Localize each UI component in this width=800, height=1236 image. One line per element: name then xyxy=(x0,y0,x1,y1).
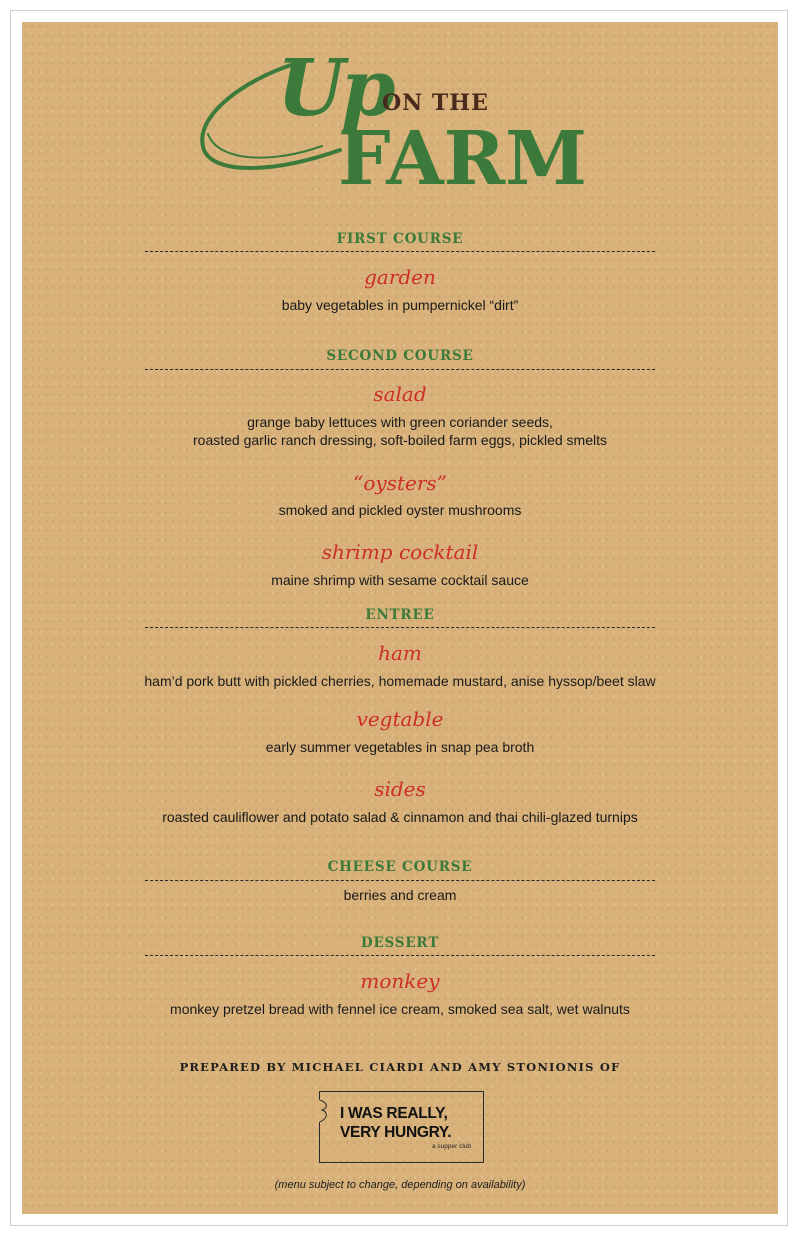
dish-name-ham: ham xyxy=(378,641,422,665)
dish-description-salad-line-1: grange baby lettuces with green coriander seeds, xyxy=(247,414,553,430)
dish-name-oysters: “oysters” xyxy=(353,471,447,495)
section-divider xyxy=(145,251,655,252)
section-divider xyxy=(145,880,655,881)
dish-description-salad-line-2: roasted garlic ranch dressing, soft-boiled farm eggs, pickled smelts xyxy=(193,432,607,448)
dish-description-garden: baby vegetables in pumpernickel “dirt” xyxy=(281,297,519,313)
supper-club-logo xyxy=(319,1091,484,1163)
dish-description-shrimp-cocktail: maine shrimp with sesame cocktail sauce xyxy=(271,572,529,588)
section-divider xyxy=(145,955,655,956)
dish-description-oysters: smoked and pickled oyster mushrooms xyxy=(278,502,522,518)
dish-name-sides: sides xyxy=(374,777,426,801)
bite-mark-icon xyxy=(314,1100,328,1122)
logo-farm: FARM xyxy=(338,116,588,202)
club-name-line-2: VERY HUNGRY. xyxy=(340,1124,452,1141)
section-title-first-course: FIRST COURSE xyxy=(336,231,464,247)
section-divider xyxy=(145,627,655,628)
dish-description-ham: ham’d pork butt with pickled cherries, homemade mustard, anise hyssop/beet slaw xyxy=(144,673,656,689)
logo xyxy=(22,22,778,222)
dish-description-monkey: monkey pretzel bread with fennel ice cream, smoked sea salt, wet walnuts xyxy=(170,1001,630,1017)
section-title-second-course: SECOND COURSE xyxy=(326,348,474,364)
dish-description-sides: roasted cauliflower and potato salad & cinnamon and thai chili-glazed turnips xyxy=(162,809,638,825)
dish-name-salad: salad xyxy=(373,382,427,406)
dish-name-monkey: monkey xyxy=(360,969,440,993)
prepared-by-credit: PREPARED BY MICHAEL CIARDI AND AMY STONIONIS OF xyxy=(179,1060,621,1074)
section-title-cheese-course: CHEESE COURSE xyxy=(327,859,473,875)
dish-name-vegtable: vegtable xyxy=(356,707,444,731)
club-tagline: a supper club xyxy=(431,1143,471,1150)
section-divider xyxy=(145,369,655,370)
dish-description-cheese: berries and cream xyxy=(343,887,457,903)
availability-note: (menu subject to change, depending on availability) xyxy=(274,1179,526,1191)
logo-on-the: ON THE xyxy=(382,90,489,116)
club-name-line-1: I WAS REALLY, xyxy=(340,1105,448,1122)
menu-paper xyxy=(22,22,778,1214)
section-title-entree: ENTREE xyxy=(365,607,435,623)
dish-name-garden: garden xyxy=(364,265,436,289)
dish-description-vegtable: early summer vegetables in snap pea broth xyxy=(265,739,535,755)
section-title-dessert: DESSERT xyxy=(360,935,440,951)
dish-name-shrimp-cocktail: shrimp cocktail xyxy=(321,540,479,564)
logo-up-script: Up xyxy=(277,43,392,134)
